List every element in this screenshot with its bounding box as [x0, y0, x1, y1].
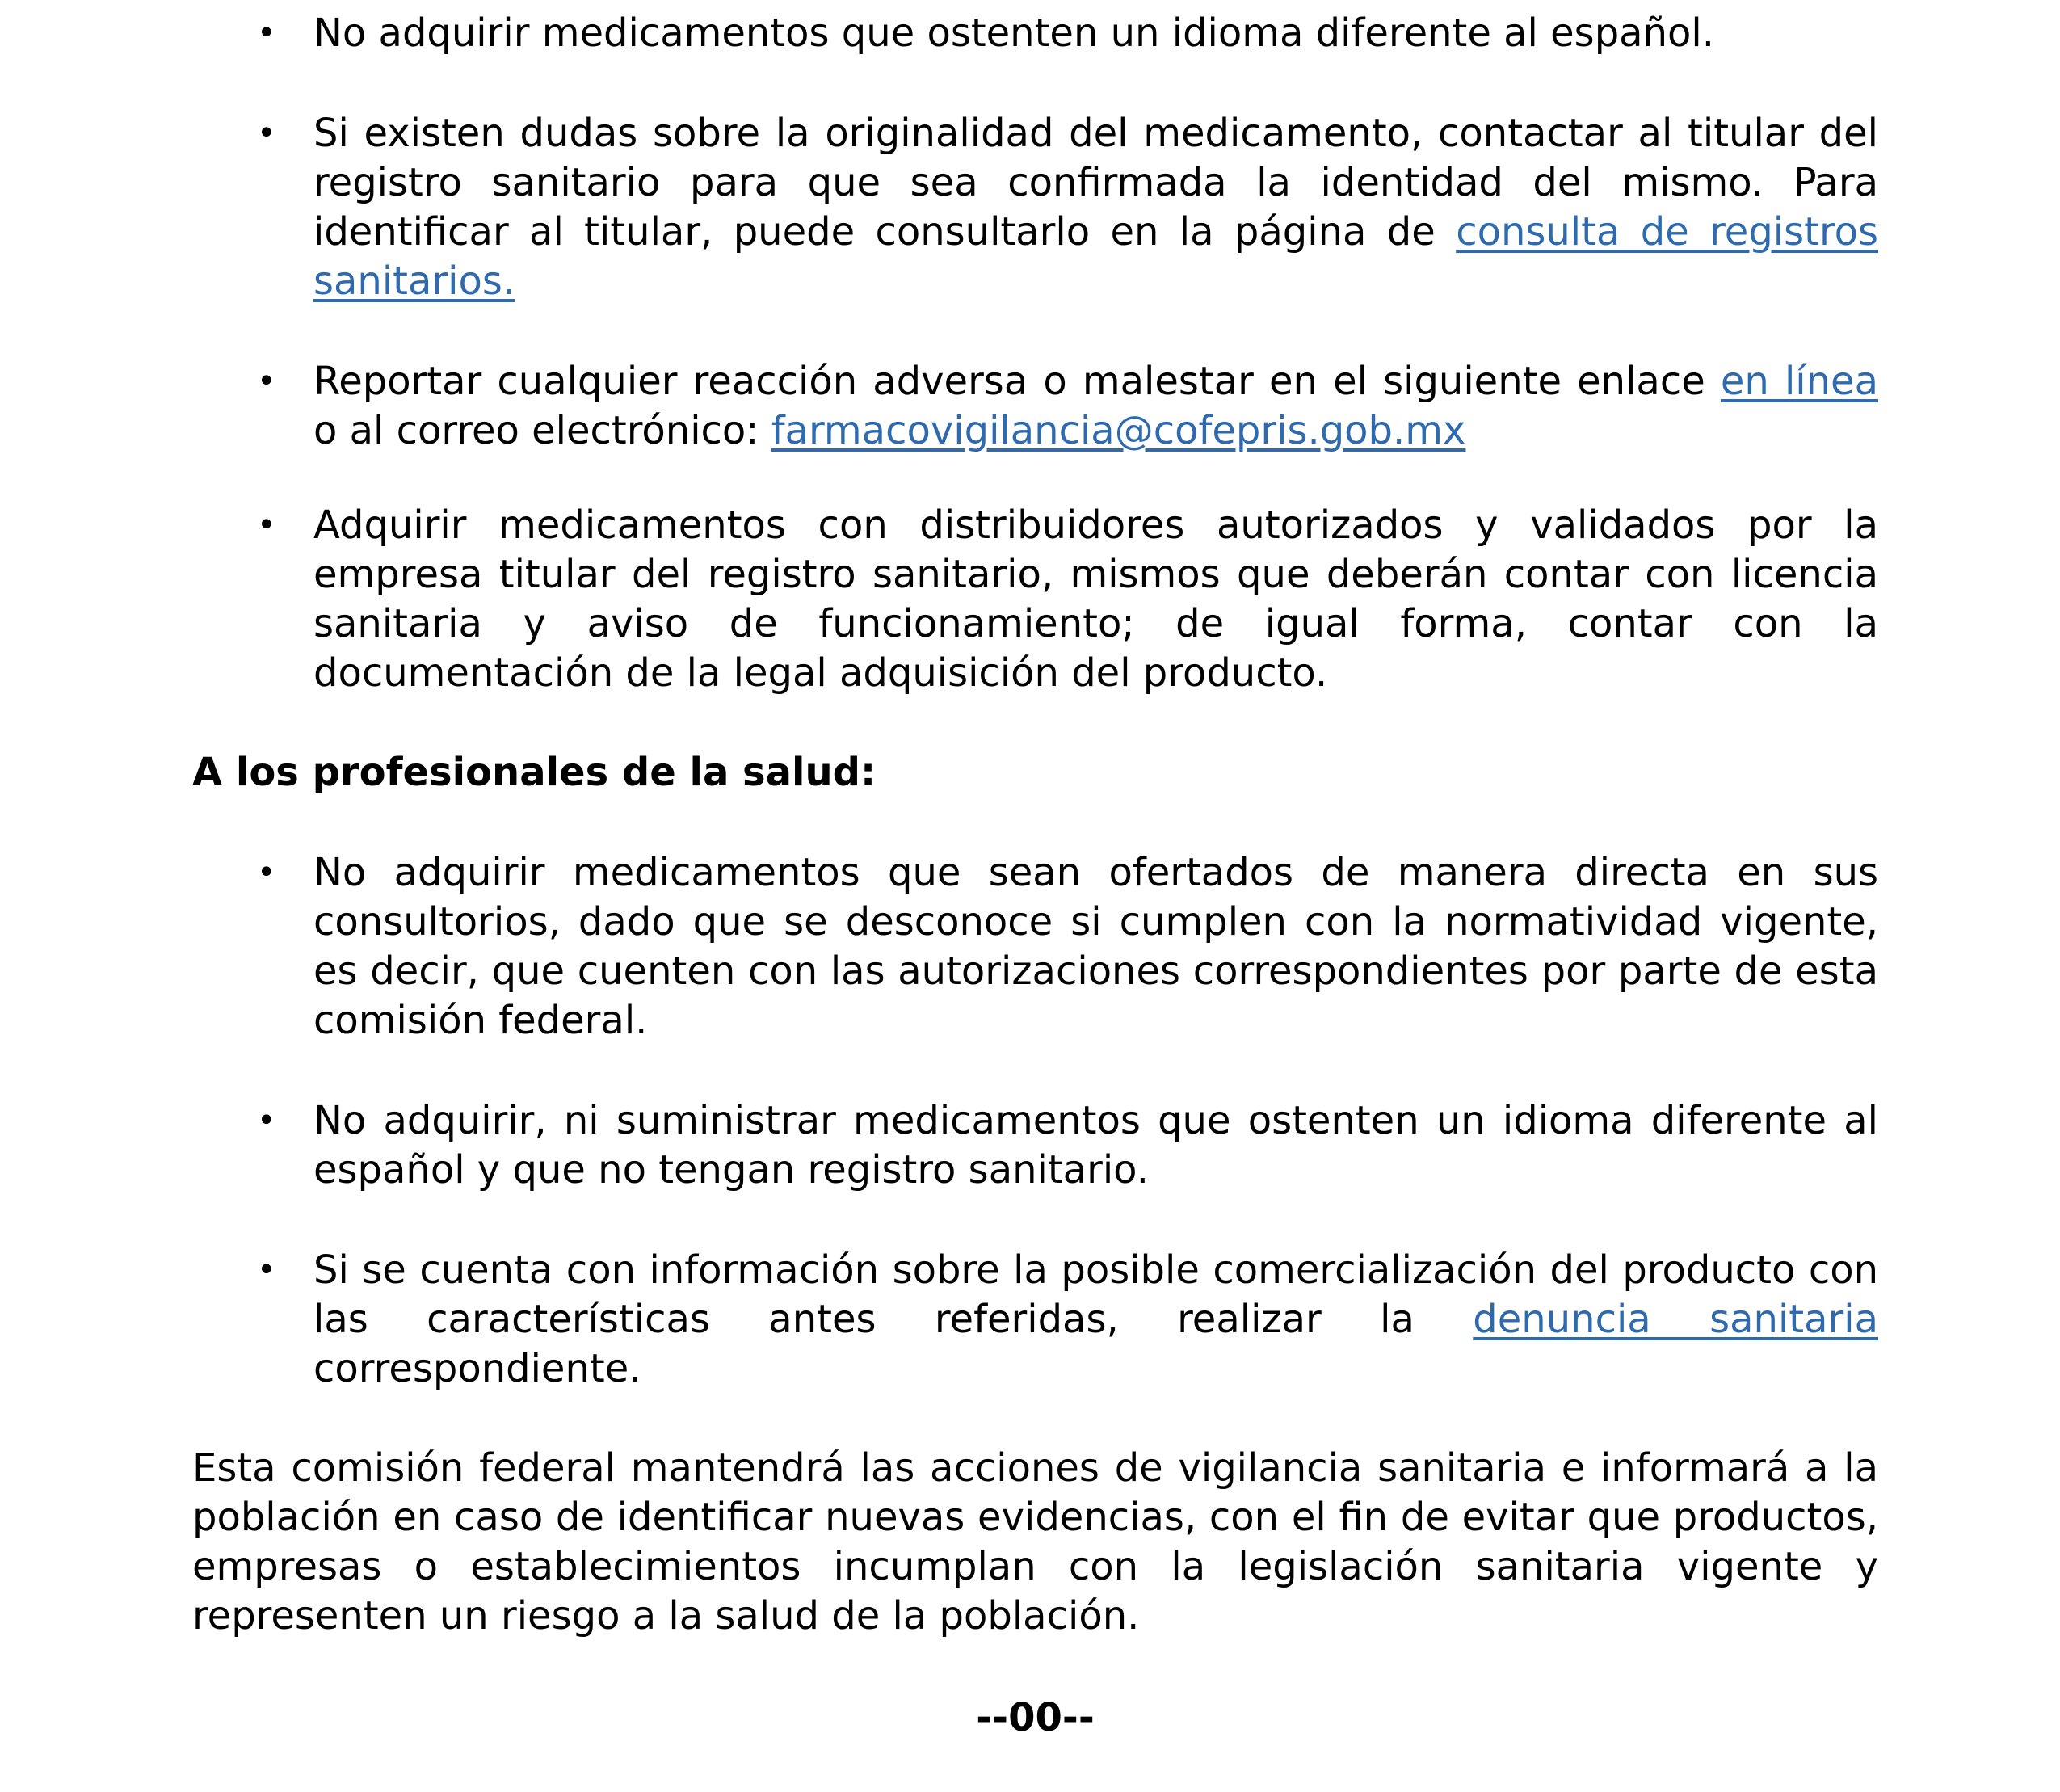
- closing-paragraph: Esta comisión federal mantendrá las acciones de vigilancia sanitaria e informará a la población en caso de identificar nuevas evidencias, con el fin de evitar que productos, empresas o establecimientos incumplan con la legislación sanitaria vigente y representen un riesgo a la salud de la población.: [192, 1445, 1878, 1638]
- list-item-text: o al correo electrónico:: [313, 408, 771, 453]
- list-item-text: Si se cuenta con información sobre la posible comercialización del producto con las características antes referidas, realizar la: [313, 1247, 1878, 1342]
- list-item-text: No adquirir, ni suministrar medicamentos que ostenten un idioma diferente al español y que no tengan registro sanitario.: [313, 1098, 1878, 1193]
- end-mark: --00--: [976, 1695, 1095, 1740]
- patient-recommendations-list: [192, 9, 1878, 698]
- email-link[interactable]: farmacovigilancia@cofepris.gob.mx: [771, 408, 1466, 453]
- registry-lookup-link[interactable]: consulta de registros sanitarios.: [313, 209, 1879, 304]
- list-item: • Reportar cualquier reacción adversa o malestar en el siguiente enlace en línea o al correo electrónico: farmacovigilancia@cofepris.gob.mx: [257, 359, 1879, 453]
- list-item-text: correspondiente.: [313, 1346, 641, 1391]
- list-item-text: No adquirir medicamentos que sean ofertados de manera directa en sus consultorios, dado que se desconoce si cumplen con la normatividad vigente, es decir, que cuenten con las autorizaciones correspondientes por parte de esta comisión federal.: [313, 850, 1878, 1043]
- list-item: • No adquirir, ni suministrar medicamentos que ostenten un idioma diferente al español y que no tengan registro sanitario.: [257, 1098, 1878, 1193]
- professional-recommendations-list: [192, 848, 1878, 1394]
- list-item: • Si existen dudas sobre la originalidad del medicamento, contactar al titular del registro sanitario para que sea confirmada la identidad del mismo. Para identificar al titular, puede consultarlo en la página de consulta de registros sanitarios.: [257, 111, 1879, 304]
- document-page: [192, 0, 1878, 1743]
- list-item-text: No adquirir medicamentos que ostenten un idioma diferente al español.: [313, 11, 1714, 56]
- list-item-text: Adquirir medicamentos con distribuidores autorizados y validados por la empresa titular del registro sanitario, mismos que deberán contar con licencia sanitaria y aviso de funcionamiento; de igual forma, contar con la documentación de la legal adquisición del producto.: [313, 503, 1878, 696]
- list-item: • No adquirir medicamentos que ostenten un idioma diferente al español.: [257, 11, 1714, 56]
- list-item: • Si se cuenta con información sobre la posible comercialización del producto con las características antes referidas, realizar la denuncia sanitaria correspondiente.: [257, 1247, 1878, 1391]
- section-heading: A los profesionales de la salud:: [192, 750, 877, 795]
- online-report-link[interactable]: en línea: [1720, 359, 1879, 404]
- sanitary-complaint-link[interactable]: denuncia sanitaria: [1473, 1297, 1878, 1342]
- list-item-text: Reportar cualquier reacción adversa o malestar en el siguiente enlace: [313, 359, 1721, 404]
- list-item: • Adquirir medicamentos con distribuidores autorizados y validados por la empresa titular del registro sanitario, mismos que deberán contar con licencia sanitaria y aviso de funcionamiento; de igual forma, contar con la documentación de la legal adquisición del producto.: [257, 503, 1878, 696]
- list-item: • No adquirir medicamentos que sean ofertados de manera directa en sus consultorios, dado que se desconoce si cumplen con la normatividad vigente, es decir, que cuenten con las autorizaciones correspondientes por parte de esta comisión federal.: [257, 850, 1878, 1043]
- list-item-text: Si existen dudas sobre la originalidad del medicamento, contactar al titular del registro sanitario para que sea confirmada la identidad del mismo. Para identificar al titular, puede consultarlo en la página de: [313, 111, 1878, 254]
